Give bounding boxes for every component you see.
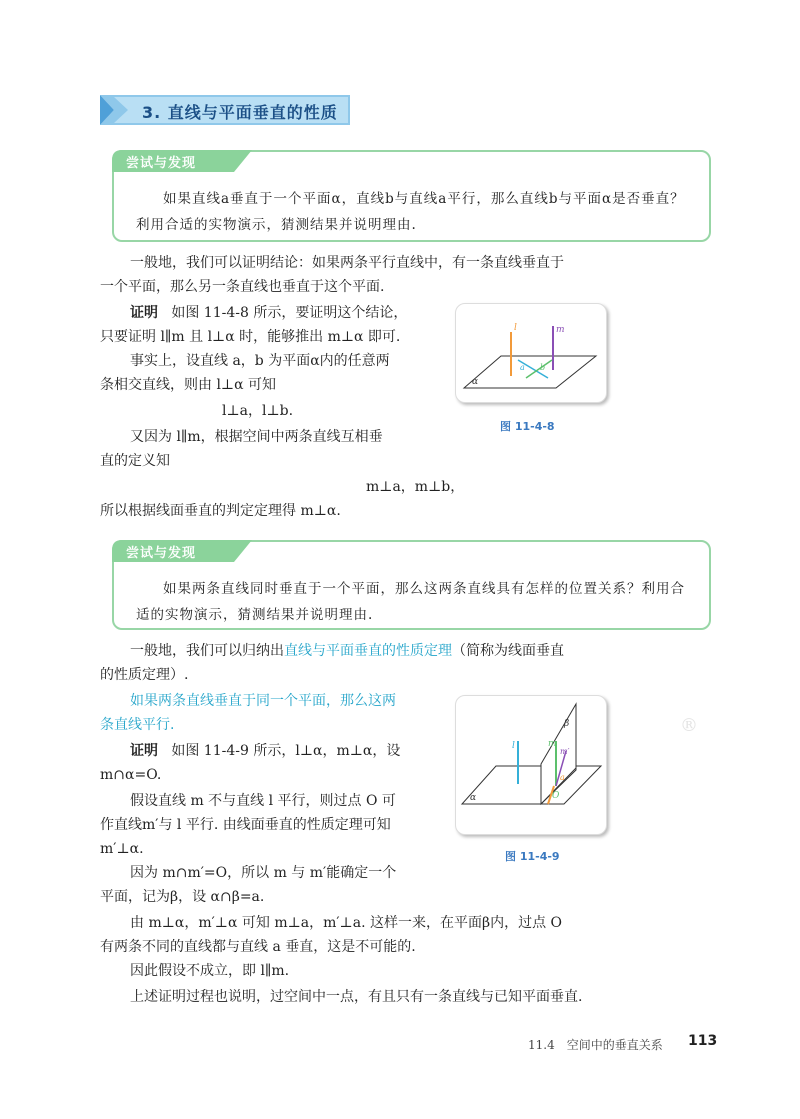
section-title: 3. 直线与平面垂直的性质 [142, 103, 338, 122]
proof1-line6: 又因为 l∥m，根据空间中两条直线互相垂 [130, 429, 383, 445]
explore-tag-label: 尝试与发现 [126, 156, 197, 171]
fig2-label-mp: m′ [560, 747, 570, 756]
fig2-label-beta: β [564, 719, 570, 729]
proof2-line7: 平面，记为β，设 α∩β=a. [100, 889, 265, 905]
registered-mark: ® [680, 715, 698, 736]
para2-text-a: 一般地，我们可以归纳出 [130, 643, 284, 659]
proof-label: 证明 [130, 305, 158, 321]
explore-text: 如果直线a垂直于一个平面α，直线b与直线a平行，那么直线b与平面α是否垂直？利用合适的实物演示，猜测结果并说明理由. [136, 191, 685, 233]
explore-box-1 [112, 150, 711, 242]
explore-tag [112, 540, 252, 562]
para1-line1: 一般地，我们可以证明结论：如果两条平行直线中，有一条直线垂直于 [130, 255, 564, 271]
explore-tag-label: 尝试与发现 [126, 546, 197, 561]
fig2-label-O: O [552, 791, 560, 801]
para2-line2: 的性质定理）. [100, 667, 189, 683]
para2-text-c: （简称为线面垂直 [452, 643, 564, 659]
proof2-line4: 作直线m′与 l 平行. 由线面垂直的性质定理可知 [100, 817, 391, 833]
explore-box-2 [112, 540, 711, 630]
explore-text: 如果两条直线同时垂直于一个平面，那么这两条直线具有怎样的位置关系？利用合适的实物演示，猜测结果并说明理由. [136, 581, 685, 623]
proof-label: 证明 [130, 743, 158, 759]
fig1-label-m: m [556, 325, 565, 335]
figure-11-4-9-drawing [456, 696, 606, 834]
proof2-line11: 上述证明过程也说明，过空间中一点，有且只有一条直线与已知平面垂直. [130, 989, 583, 1005]
proof2-line5: m′⊥α. [100, 841, 144, 857]
proof1-line5: l⊥a，l⊥b. [222, 403, 294, 419]
fig2-label-l: l [512, 741, 515, 751]
para1-line2: 一个平面，那么另一条直线也垂直于这个平面. [100, 279, 385, 295]
fig1-label-alpha: α [472, 377, 479, 387]
figure-11-4-8-caption: 图 11-4-8 [500, 420, 555, 433]
proof2-text1: 如图 11-4-9 所示，l⊥α，m⊥α，设 [171, 743, 401, 759]
proof1-line4: 条相交直线，则由 l⊥α 可知 [100, 377, 276, 393]
explore-tag [112, 150, 252, 172]
proof2-line9: 有两条不同的直线都与直线 a 垂直，这是不可能的. [100, 939, 416, 955]
proof1-line8: m⊥a，m⊥b， [366, 479, 465, 495]
proof2-line2: m∩α=O. [100, 767, 162, 783]
page-number: 113 [688, 1033, 718, 1049]
proof1-line2: 只要证明 l∥m 且 l⊥α 时，能够推出 m⊥α 即可. [100, 329, 401, 345]
proof2-line8: 由 m⊥α，m′⊥α 可知 m⊥a，m′⊥a. 这样一来，在平面β内，过点 O [130, 915, 562, 931]
proof1-line3: 事实上，设直线 a，b 为平面α内的任意两 [130, 353, 390, 369]
proof2-line10: 因此假设不成立，即 l∥m. [130, 963, 290, 979]
fig1-label-l: l [514, 323, 517, 333]
proof1-line9: 所以根据线面垂直的判定定理得 m⊥α. [100, 503, 341, 519]
theorem-name: 直线与平面垂直的性质定理 [284, 643, 452, 659]
footer-section: 11.4 空间中的垂直关系 [528, 1038, 663, 1052]
para2-line1 [130, 640, 564, 662]
proof2-line3: 假设直线 m 不与直线 l 平行，则过点 O 可 [130, 793, 396, 809]
proof2-line1 [130, 740, 400, 762]
section-banner [100, 95, 350, 125]
figure-11-4-8 [455, 303, 607, 403]
figure-11-4-9 [455, 695, 607, 835]
fig1-label-b: b [540, 363, 546, 372]
fig1-label-a: a [520, 363, 525, 372]
theorem-line2: 条直线平行. [100, 717, 175, 733]
proof1-text1: 如图 11-4-8 所示，要证明这个结论， [171, 305, 408, 321]
theorem-line1: 如果两条直线垂直于同一个平面，那么这两 [130, 693, 396, 709]
proof1-line7: 直的定义知 [100, 453, 170, 469]
proof2-line6: 因为 m∩m′=O，所以 m 与 m′能确定一个 [130, 865, 397, 881]
figure-11-4-8-drawing [456, 304, 606, 402]
fig2-label-m: m [548, 739, 557, 749]
fig2-label-alpha: α [470, 793, 477, 803]
proof1-line1 [130, 302, 407, 324]
figure-11-4-9-caption: 图 11-4-9 [505, 850, 560, 863]
fig2-label-a: a [560, 773, 565, 782]
